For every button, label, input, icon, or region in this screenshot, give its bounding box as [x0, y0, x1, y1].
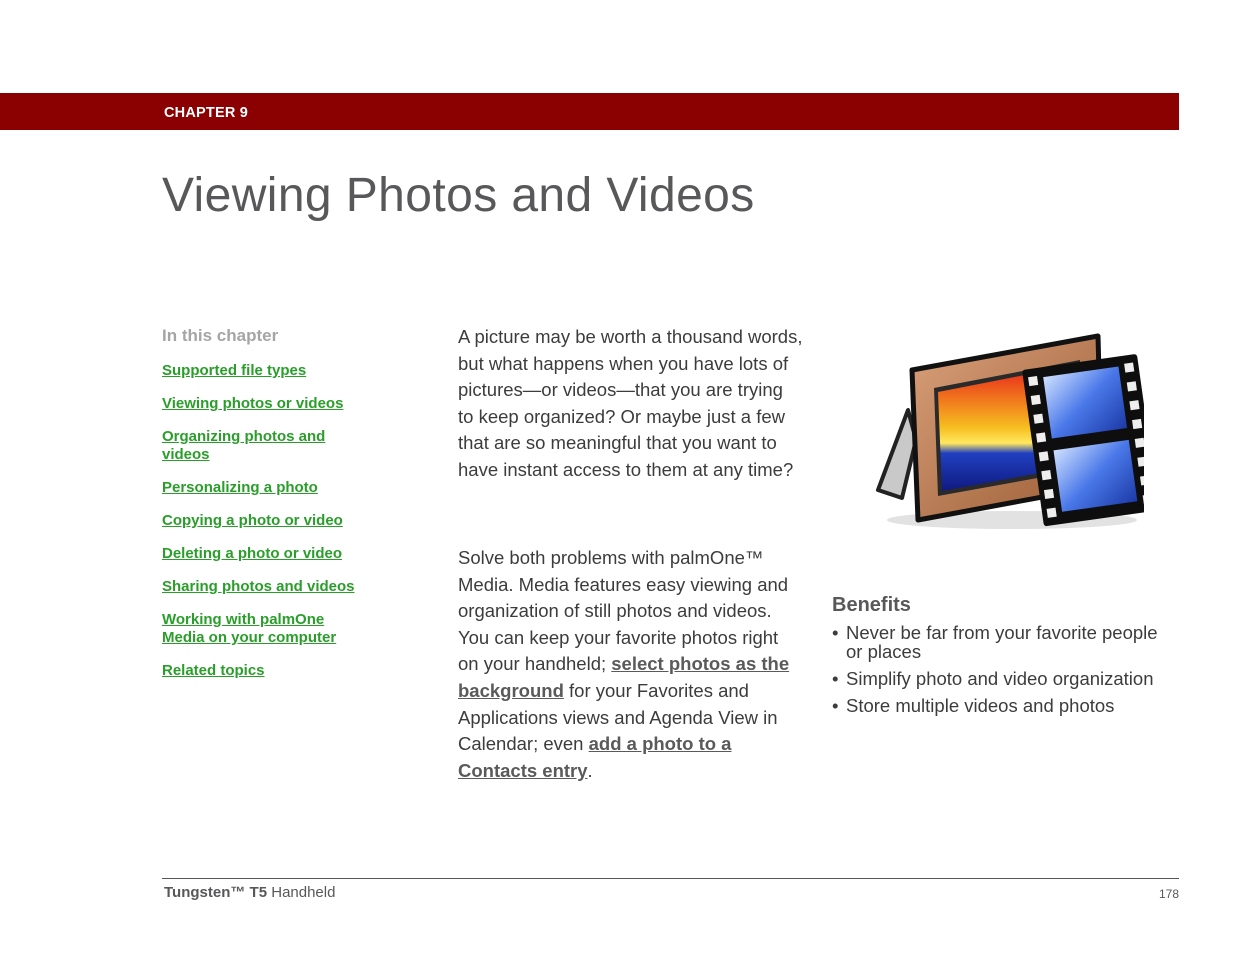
toc-item: [162, 545, 422, 563]
benefit-item: [832, 669, 1172, 688]
media-app-icon: [872, 330, 1144, 532]
toc-item: [162, 578, 422, 596]
benefits-title: Benefits: [832, 594, 911, 616]
page-title: Viewing Photos and Videos: [162, 169, 755, 222]
paragraph-text: .: [587, 759, 593, 781]
benefit-text: Store multiple videos and photos: [846, 695, 1115, 716]
intro-paragraph: A picture may be worth a thousand words, but what happens when you have lots of pictures—or videos—that you are trying to keep organized? Or maybe just a few that are so meaningful that you want to have instant access to them at any time?: [458, 326, 803, 480]
toc-heading: In this chapter: [162, 326, 279, 345]
benefits-section: [832, 594, 1172, 723]
benefit-text: Simplify photo and video organization: [846, 668, 1154, 689]
add-photo-contacts-link[interactable]: add a photo to a Contacts entry: [458, 733, 732, 781]
toc-link-viewing-photos-or-videos[interactable]: Viewing photos or videos: [162, 395, 344, 412]
toc-link-sharing-photos-and-videos[interactable]: Sharing photos and videos: [162, 578, 355, 595]
paragraph-text: for your Favorites and Applications views and Agenda View in Calendar; even: [458, 679, 778, 755]
toc-link-working-with-palmone-media[interactable]: Working with palmOne Media on your computer: [162, 611, 337, 646]
media-description-paragraph: [458, 545, 803, 784]
toc-list: [162, 362, 422, 680]
footer-divider: [162, 878, 1179, 879]
footer-brand: Tungsten™ T5: [164, 884, 268, 901]
benefit-text: Never be far from your favorite people or places: [846, 622, 1158, 662]
toc-item: [162, 479, 422, 497]
toc-item: [162, 395, 422, 413]
toc-link-deleting-a-photo-or-video[interactable]: Deleting a photo or video: [162, 545, 343, 562]
bullet-icon: •: [832, 668, 839, 689]
paragraph-text: Solve both problems with palmOne™ Media. Media features easy viewing and organization of still photos and videos. You can keep your favorite photos right on your handheld;: [458, 547, 789, 675]
toc-link-supported-file-types[interactable]: Supported file types: [162, 362, 307, 379]
toc-link-related-topics[interactable]: Related topics: [162, 662, 265, 679]
bullet-icon: •: [832, 622, 839, 643]
toc-item: [162, 362, 422, 380]
chapter-contents: [162, 326, 422, 695]
toc-item: [162, 611, 352, 647]
footer-product: [164, 884, 335, 901]
benefit-item: [832, 623, 1172, 661]
page-number: 178: [1158, 887, 1179, 901]
toc-link-personalizing-a-photo[interactable]: Personalizing a photo: [162, 479, 318, 496]
toc-item: [162, 512, 422, 530]
toc-item: [162, 428, 342, 464]
bullet-icon: •: [832, 695, 839, 716]
toc-link-organizing-photos-and-videos[interactable]: Organizing photos and videos: [162, 428, 326, 463]
footer-product-name: Handheld: [267, 884, 336, 901]
benefit-item: [832, 696, 1172, 715]
photo-video-icon: [872, 330, 1144, 532]
toc-item: [162, 662, 422, 680]
benefits-list: [832, 623, 1172, 715]
chapter-label: CHAPTER 9: [164, 105, 248, 121]
select-photos-background-link[interactable]: select photos as the background: [458, 653, 790, 701]
toc-link-copying-a-photo-or-video[interactable]: Copying a photo or video: [162, 512, 343, 529]
